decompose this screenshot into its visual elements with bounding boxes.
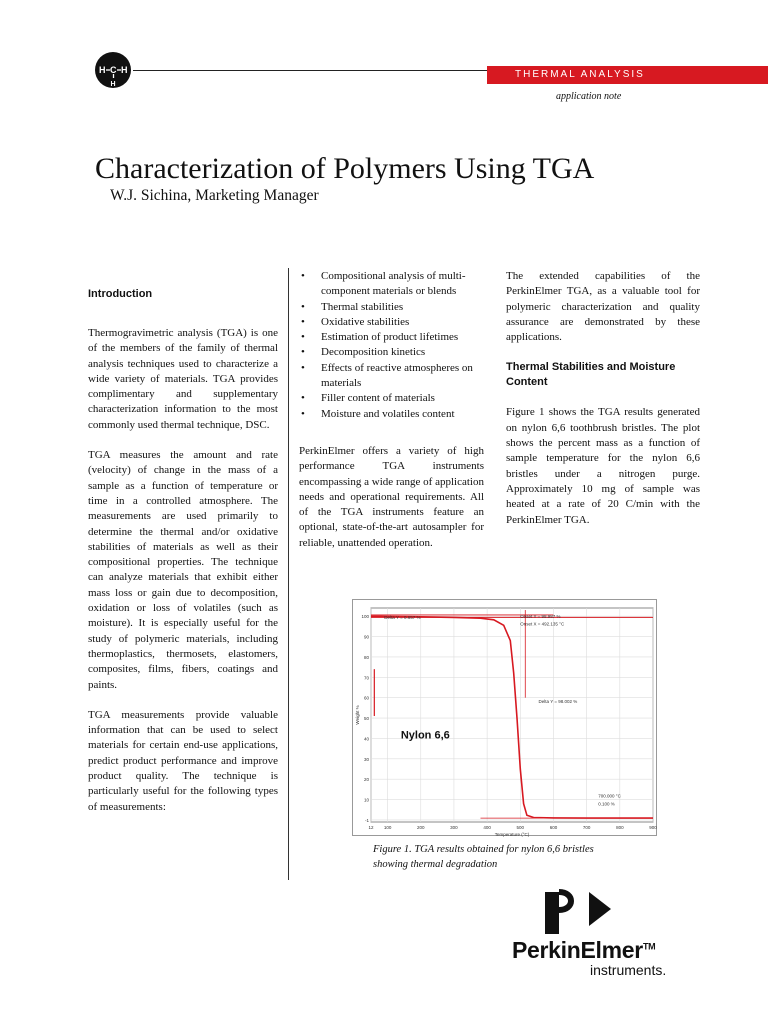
- column-separator: [288, 268, 289, 880]
- hch-logo: [95, 52, 131, 88]
- list-item: • Oxidative stabilities: [299, 315, 484, 330]
- application-note-label: application note: [556, 91, 622, 102]
- page-title: Characterization of Polymers Using TGA: [95, 152, 595, 185]
- x-tick-label: 600: [549, 825, 558, 830]
- intro-paragraph-3: TGA measurements provide valuable information that can be used to select materials for certain end-use applications, predict product performance and improve product quality. The technique is particularly useful for the following types of measurements:: [88, 708, 278, 813]
- x-tick-label: 900: [649, 825, 657, 830]
- x-tick-label: 800: [616, 825, 624, 830]
- perkinelmer-wordmark: [512, 937, 655, 964]
- y-tick-label: 30: [363, 756, 369, 762]
- chart-annotation: Delta Y = 0.657 %: [384, 615, 421, 621]
- y-axis-label: Weight %: [355, 705, 360, 725]
- list-item: • Compositional analysis of multi-component materials or blends: [299, 269, 484, 300]
- y-tick-label: 20: [363, 777, 369, 783]
- chart-annotation: Delta Y = 98.002 %: [538, 698, 578, 704]
- list-item: • Moisture and volatiles content: [299, 407, 484, 422]
- list-item: • Filler content of materials: [299, 391, 484, 406]
- list-item: • Effects of reactive atmospheres on materials: [299, 361, 484, 392]
- plot-area: [371, 608, 653, 822]
- list-item: • Decomposition kinetics: [299, 345, 484, 360]
- column-2: [299, 269, 484, 551]
- caption-line-2: showing thermal degradation: [373, 859, 498, 870]
- x-tick-label: 400: [483, 825, 491, 830]
- figure1-paragraph: Figure 1 shows the TGA results generated on nylon 6,6 toothbrush bristles. The plot shows the percent mass as a function of sample temperature for the nylon 6,6 bristles under a nitrogen purge. Approximately 10 mg of sample was heated at a rate of 20 C/min with the PerkinElmer TGA.: [506, 406, 700, 526]
- list-item: • Thermal stabilities: [299, 300, 484, 315]
- author-byline: W.J. Sichina, Marketing Manager: [110, 187, 319, 204]
- svg-text:H: H: [110, 81, 116, 88]
- measurement-list: [299, 269, 484, 422]
- chart-title: Nylon 6,6: [400, 729, 450, 742]
- perkinelmer-paragraph: PerkinElmer offers a variety of high performance TGA instruments encompassing a wide range of application needs and operational requirements. All of the TGA instruments feature an optional, state-of-the-art autosampler for reliable, unattended operation.: [299, 444, 484, 549]
- thermal-stabilities-heading: Thermal Stabilities and Moisture Content: [506, 361, 676, 389]
- caption-line-1: Figure 1. TGA results obtained for nylon 6,6 bristles: [373, 844, 594, 855]
- y-tick-label: 90: [363, 634, 369, 640]
- tga-chart-svg: [353, 600, 658, 837]
- figure-caption: [373, 842, 594, 872]
- y-tick-label: 80: [363, 654, 369, 660]
- y-tick-label: -1: [364, 817, 369, 823]
- tga-chart: [352, 599, 657, 836]
- x-axis-label: Temperature (°C): [494, 832, 530, 837]
- intro-paragraph-2: TGA measures the amount and rate (velocity) of change in the mass of a sample as a function of temperature or time in a controlled atmosphere. The measurements are used primarily to determine the thermal and/or oxidative stabilities of materials as well as their compositional properties. The technique can analyze materials that exhibit either mass loss or gain due to decomposition, oxidation or loss of volatiles (such as moisture). It is especially useful for the study of polymeric materials, including thermoplastics, thermosets, elastomers, composites, films, fibers, coatings and paints.: [88, 449, 278, 691]
- x-tick-label: 100: [383, 825, 392, 830]
- y-tick-label: 70: [363, 675, 369, 681]
- y-tick-label: 40: [363, 736, 369, 742]
- instruments-label: instruments.: [590, 962, 667, 978]
- svg-text:H: H: [99, 65, 106, 75]
- column-3: [506, 269, 700, 528]
- x-tick-label: 200: [417, 825, 425, 830]
- y-tick-label: 100: [361, 614, 369, 620]
- introduction-heading: Introduction: [88, 288, 153, 300]
- chart-annotation: Onset Y = 98.987 %: [520, 613, 561, 619]
- x-tick-label: 12: [368, 825, 374, 830]
- x-tick-label: 300: [450, 825, 458, 830]
- brand-name: PerkinElmer: [512, 937, 643, 963]
- x-tick-label: 500: [516, 825, 525, 830]
- svg-text:H: H: [121, 65, 128, 75]
- chart-annotation: 0.100 %: [598, 801, 615, 807]
- capabilities-paragraph: The extended capabilities of the PerkinElmer TGA, as a valuable tool for polymeric characterization and quality assurance are demonstrated by these applications.: [506, 270, 700, 344]
- svg-text:C: C: [110, 65, 117, 75]
- trademark: TM: [642, 941, 656, 952]
- intro-paragraph-1: Thermogravimetric analysis (TGA) is one of the members of the family of thermal analysis techniques used to characterize a wide variety of materials. TGA provides complimentary and supplementary characterization information to the most commonly used thermal technique, DSC.: [88, 327, 278, 431]
- chart-annotation: 700.000 °C: [598, 793, 621, 799]
- list-item: • Estimation of product lifetimes: [299, 330, 484, 345]
- thermal-analysis-banner: THERMAL ANALYSIS: [487, 66, 768, 84]
- perkinelmer-logo-icon: [545, 888, 615, 939]
- column-1: [88, 287, 278, 815]
- y-tick-label: 50: [363, 716, 369, 722]
- x-tick-label: 700: [582, 825, 591, 830]
- chart-annotation: Onset X = 492.135 °C: [520, 621, 565, 627]
- y-tick-label: 10: [363, 797, 369, 803]
- y-tick-label: 60: [363, 695, 369, 701]
